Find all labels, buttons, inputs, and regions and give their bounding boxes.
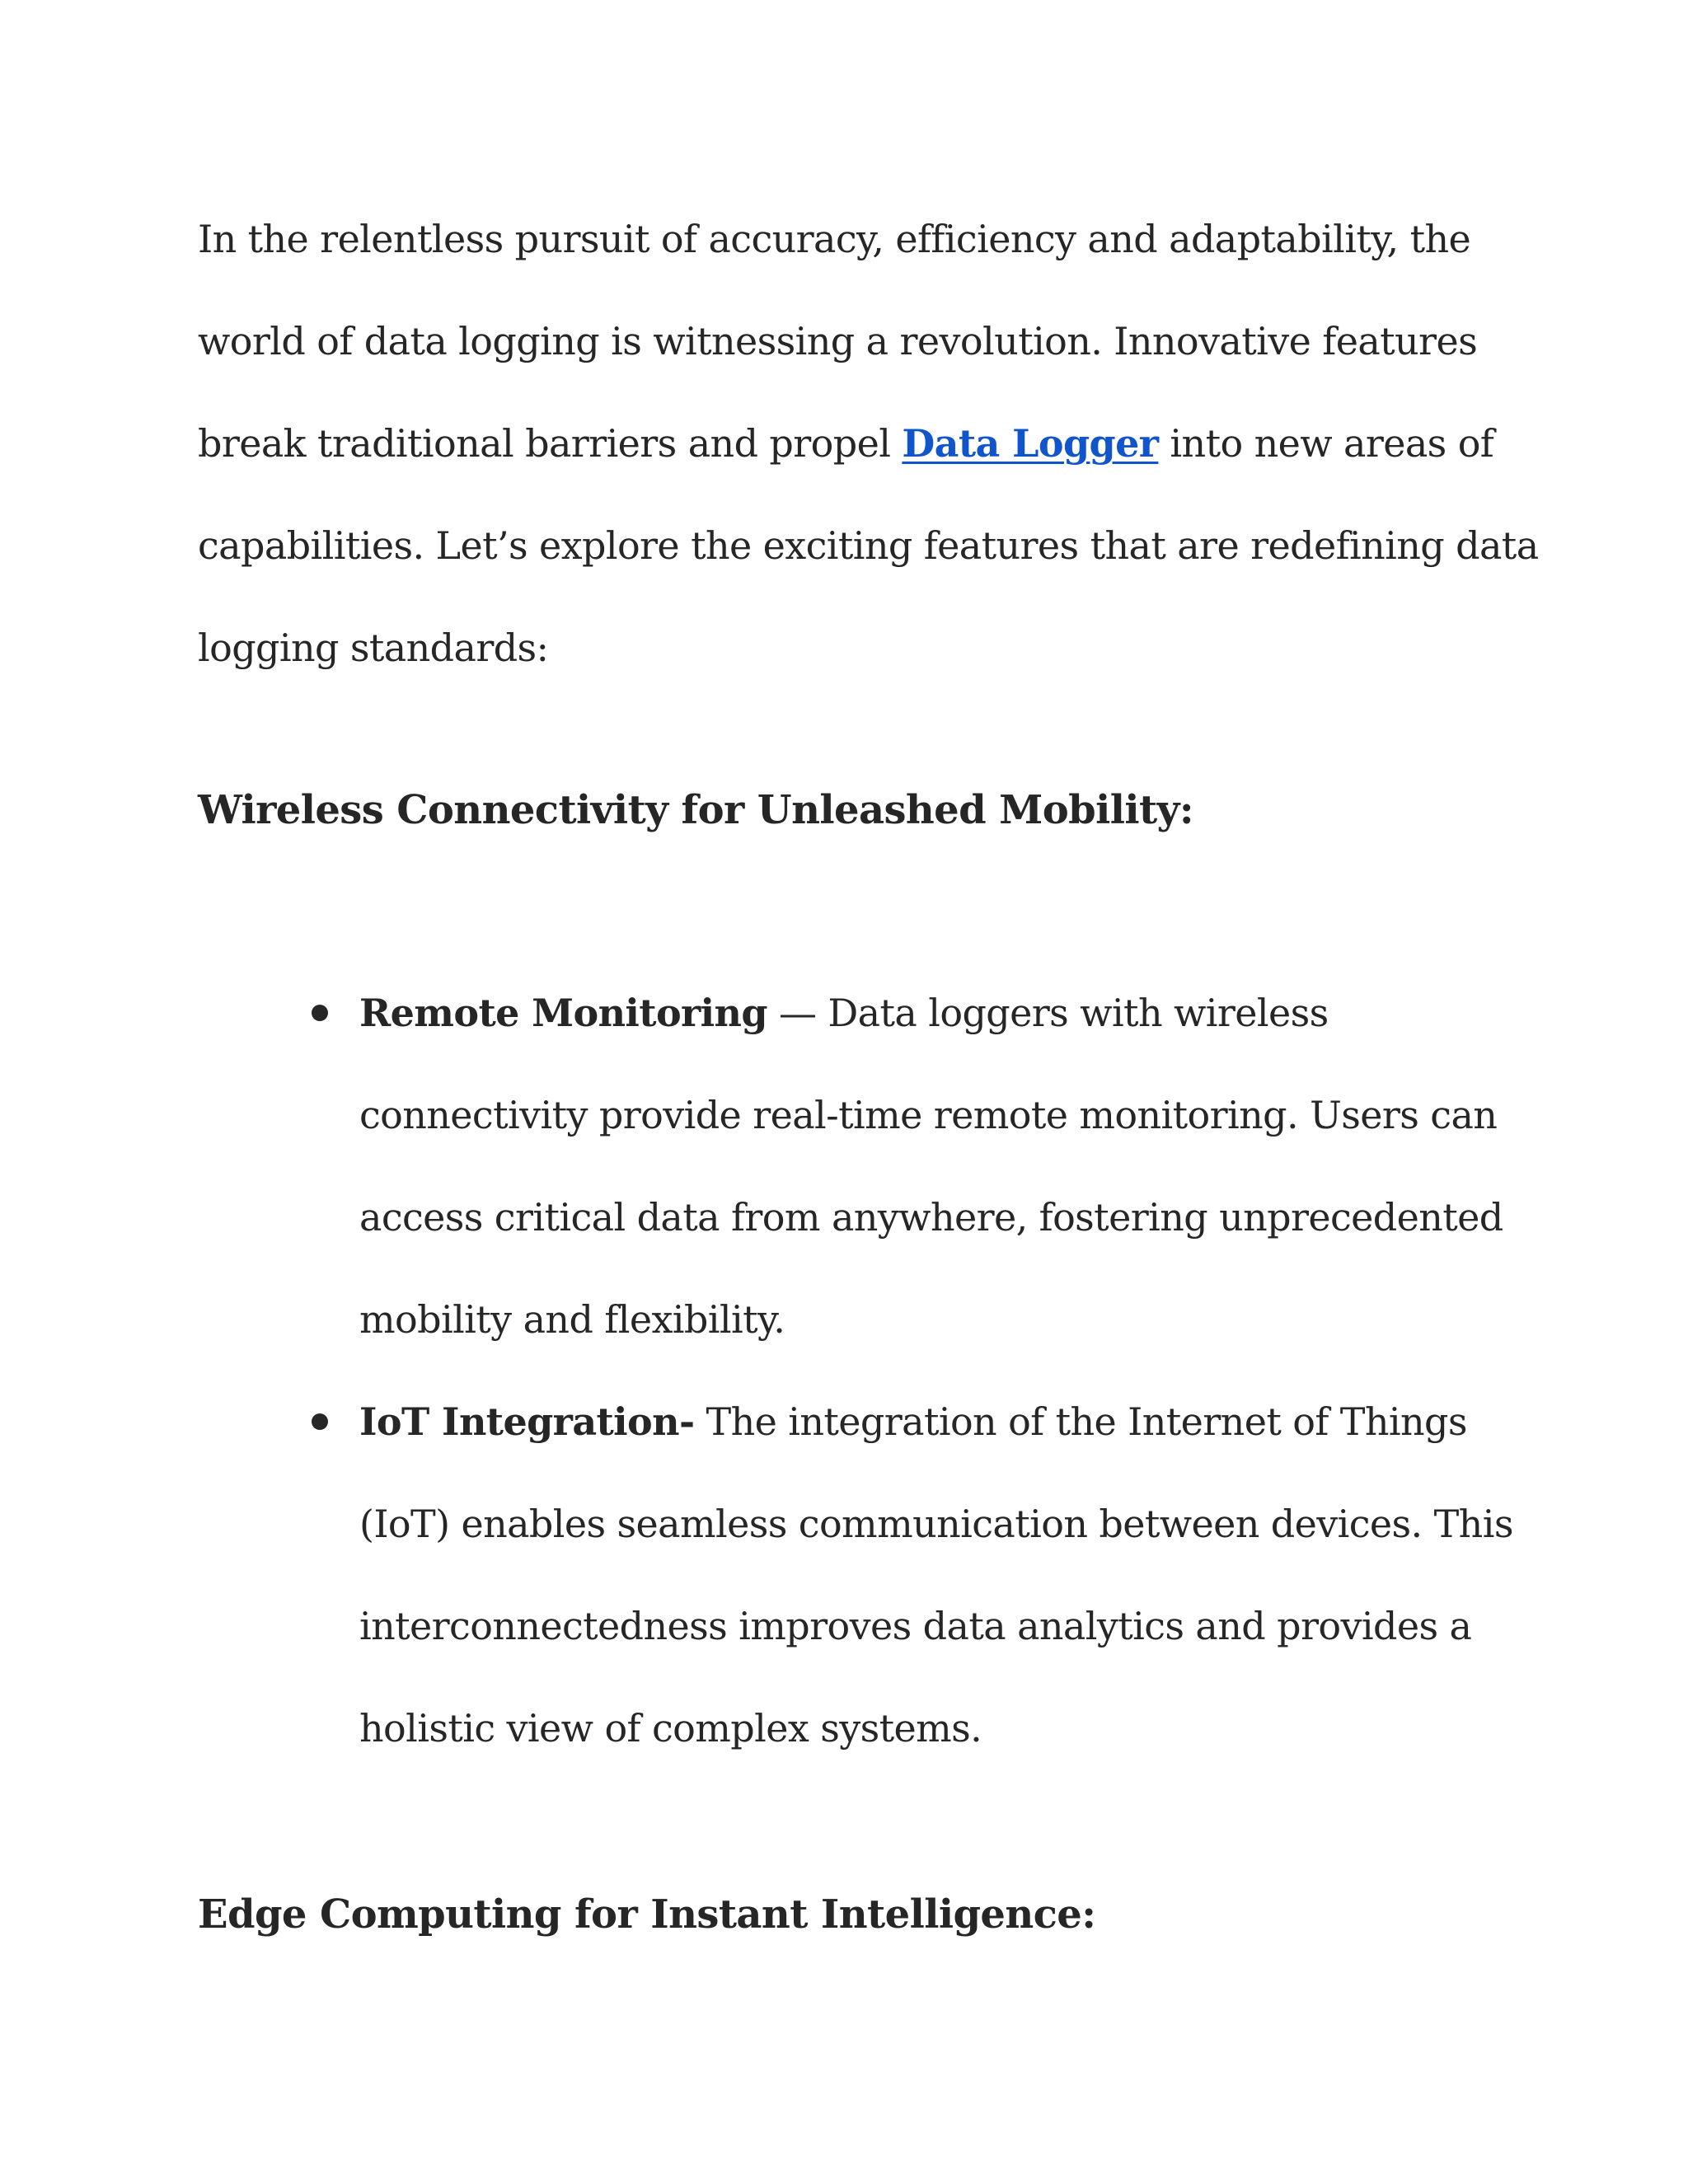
list-item-line: access critical data from anywhere, fostering unprecedented <box>359 1195 1503 1240</box>
bullet-term: Remote Monitoring <box>359 991 767 1035</box>
section-heading-edge-computing: Edge Computing for Instant Intelligence: <box>198 1891 1096 1938</box>
list-item <box>0 962 1513 1371</box>
bullet-icon <box>312 1413 328 1430</box>
list-item-line: interconnectedness improves data analytics and provides a <box>359 1604 1472 1648</box>
list-item-line: (IoT) enables seamless communication between devices. This <box>359 1502 1513 1546</box>
list-item-line <box>359 962 1513 1064</box>
bullet-text: The integration of the Internet of Things <box>694 1399 1467 1444</box>
intro-line <box>198 392 1508 494</box>
intro-text: into new areas of <box>1158 421 1494 466</box>
list-item-line: connectivity provide real-time remote monitoring. Users can <box>359 1093 1498 1137</box>
list-item-line <box>359 1371 1513 1473</box>
intro-line: In the relentless pursuit of accuracy, efficiency and adaptability, the <box>198 217 1471 261</box>
intro-text: break traditional barriers and propel <box>198 421 903 466</box>
feature-list <box>0 962 1513 1779</box>
list-item-line: mobility and flexibility. <box>359 1297 785 1342</box>
intro-paragraph <box>198 188 1539 699</box>
section-heading-wireless: Wireless Connectivity for Unleashed Mobility: <box>198 787 1193 833</box>
intro-line: capabilities. Let’s explore the exciting features that are redefining data <box>198 523 1539 568</box>
intro-line: logging standards: <box>198 626 549 670</box>
list-item-line: holistic view of complex systems. <box>359 1706 982 1750</box>
list-item <box>0 1371 1513 1779</box>
bullet-term: IoT Integration- <box>359 1399 695 1444</box>
bullet-icon <box>312 1005 328 1021</box>
data-logger-link[interactable]: Data Logger <box>902 421 1159 466</box>
intro-line: world of data logging is witnessing a revolution. Innovative features <box>198 319 1478 363</box>
bullet-text: — Data loggers with wireless <box>767 991 1329 1035</box>
